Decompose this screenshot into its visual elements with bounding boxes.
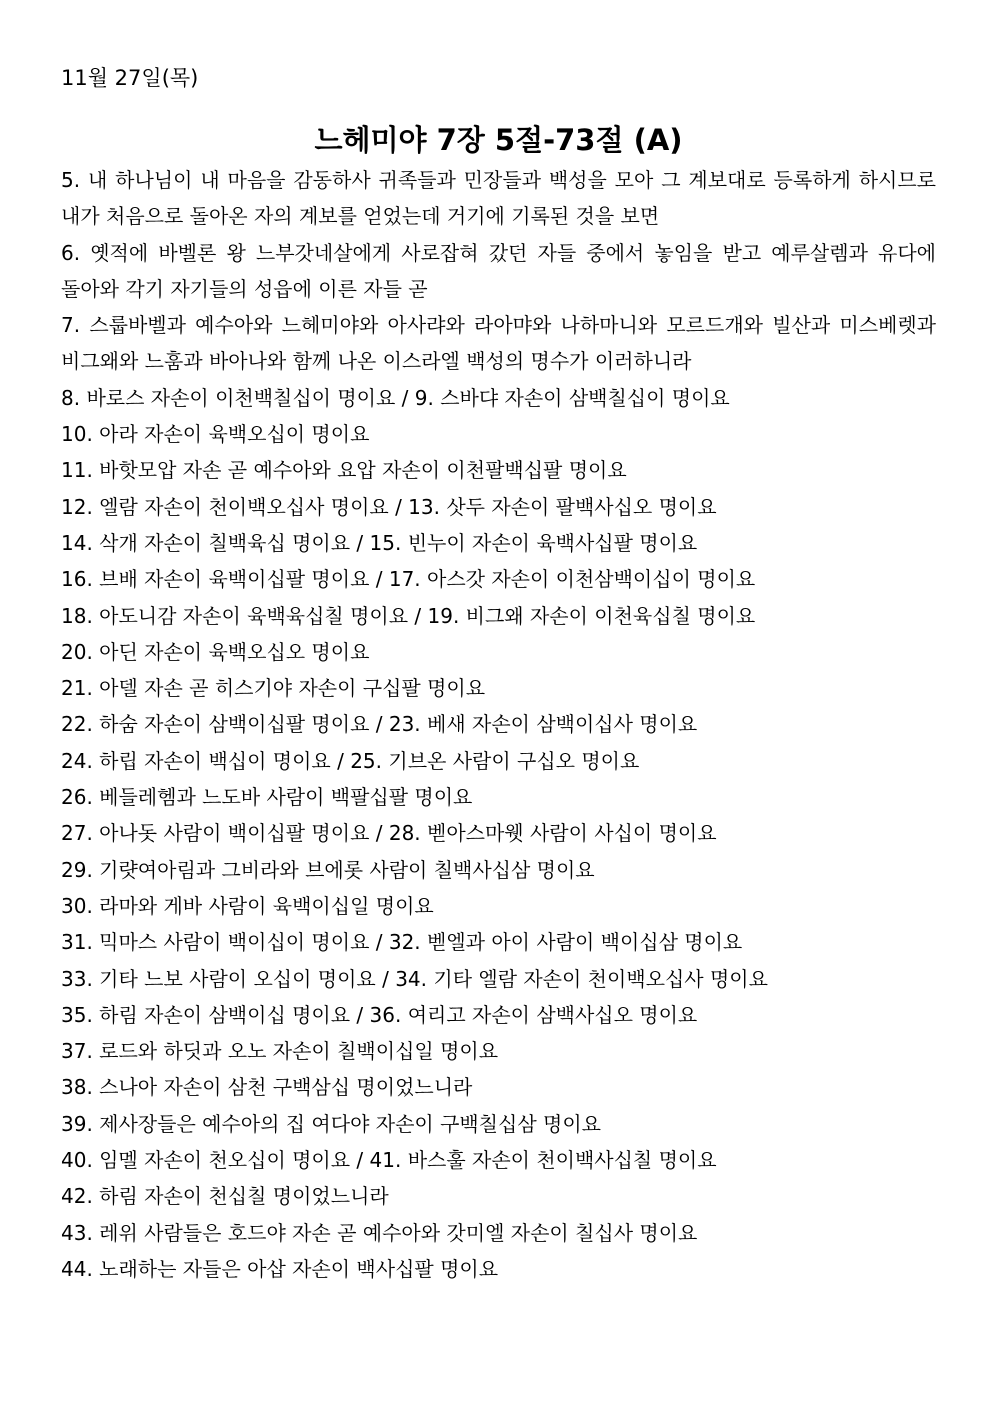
verse-paragraph: 39. 제사장들은 예수아의 집 여다야 자손이 구백칠십삼 명이요 — [61, 1111, 601, 1136]
verse-list — [61, 162, 936, 1287]
document-page — [61, 60, 936, 1287]
verse-paragraph: 7. 스룹바벨과 예수아와 느헤미야와 아사랴와 라아먀와 나하마니와 모르드개와 빌산과 미스베렛과 비그왜와 느훔과 바아나와 함께 나온 이스라엘 백성의 명수가 이러하니라 — [61, 313, 936, 374]
verse-paragraph: 31. 믹마스 사람이 백이십이 명이요 / 32. 벧엘과 아이 사람이 백이십삼 명이요 — [61, 930, 743, 955]
date-heading: 11월 27일(목) — [61, 66, 199, 90]
verse-paragraph: 24. 하립 자손이 백십이 명이요 / 25. 기브온 사람이 구십오 명이요 — [61, 748, 640, 773]
verse-paragraph: 14. 삭개 자손이 칠백육십 명이요 / 15. 빈누이 자손이 육백사십팔 명이요 — [61, 530, 698, 555]
verse-paragraph: 16. 브배 자손이 육백이십팔 명이요 / 17. 아스갓 자손이 이천삼백이십이 명이요 — [61, 567, 756, 592]
verse-paragraph: 21. 아델 자손 곧 히스기야 자손이 구십팔 명이요 — [61, 676, 486, 701]
verse-paragraph: 12. 엘람 자손이 천이백오십사 명이요 / 13. 삿두 자손이 팔백사십오 명이요 — [61, 494, 717, 519]
page-title: 느헤미야 7장 5절-73절 (A) — [314, 123, 683, 157]
verse-paragraph: 35. 하림 자손이 삼백이십 명이요 / 36. 여리고 자손이 삼백사십오 명이요 — [61, 1002, 698, 1027]
verse-paragraph: 10. 아라 자손이 육백오십이 명이요 — [61, 422, 370, 447]
verse-paragraph: 8. 바로스 자손이 이천백칠십이 명이요 / 9. 스바댜 자손이 삼백칠십이 명이요 — [61, 385, 730, 410]
verse-paragraph: 33. 기타 느보 사람이 오십이 명이요 / 34. 기타 엘람 자손이 천이백오십사 명이요 — [61, 966, 768, 991]
verse-paragraph: 6. 옛적에 바벨론 왕 느부갓네살에게 사로잡혀 갔던 자들 중에서 놓임을 받고 예루살렘과 유다에 돌아와 각기 자기들의 성읍에 이른 자들 곧 — [61, 240, 936, 301]
verse-paragraph: 40. 임멜 자손이 천오십이 명이요 / 41. 바스훌 자손이 천이백사십칠 명이요 — [61, 1148, 717, 1173]
verse-paragraph: 26. 베들레헴과 느도바 사람이 백팔십팔 명이요 — [61, 785, 473, 810]
verse-paragraph: 5. 내 하나님이 내 마음을 감동하사 귀족들과 민장들과 백성을 모아 그 계보대로 등록하게 하시므로 내가 처음으로 돌아온 자의 계보를 얻었는데 거기에 기록된 것을 보면 — [61, 168, 936, 229]
verse-paragraph: 18. 아도니감 자손이 육백육십칠 명이요 / 19. 비그왜 자손이 이천육십칠 명이요 — [61, 603, 756, 628]
verse-paragraph: 42. 하림 자손이 천십칠 명이었느니라 — [61, 1184, 389, 1209]
verse-paragraph: 27. 아나돗 사람이 백이십팔 명이요 / 28. 벧아스마웻 사람이 사십이 명이요 — [61, 821, 717, 846]
verse-paragraph: 29. 기럇여아림과 그비라와 브에롯 사람이 칠백사십삼 명이요 — [61, 857, 595, 882]
verse-paragraph: 30. 라마와 게바 사람이 육백이십일 명이요 — [61, 893, 434, 918]
verse-paragraph: 43. 레위 사람들은 호드야 자손 곧 예수아와 갓미엘 자손이 칠십사 명이요 — [61, 1220, 698, 1245]
verse-paragraph: 20. 아딘 자손이 육백오십오 명이요 — [61, 639, 370, 664]
verse-paragraph: 37. 로드와 하딧과 오노 자손이 칠백이십일 명이요 — [61, 1039, 499, 1064]
verse-paragraph: 11. 바핫모압 자손 곧 예수아와 요압 자손이 이천팔백십팔 명이요 — [61, 458, 627, 483]
verse-paragraph: 38. 스나아 자손이 삼천 구백삼십 명이었느니라 — [61, 1075, 473, 1100]
verse-paragraph: 44. 노래하는 자들은 아삽 자손이 백사십팔 명이요 — [61, 1256, 499, 1281]
verse-paragraph: 22. 하숨 자손이 삼백이십팔 명이요 / 23. 베새 자손이 삼백이십사 명이요 — [61, 712, 698, 737]
